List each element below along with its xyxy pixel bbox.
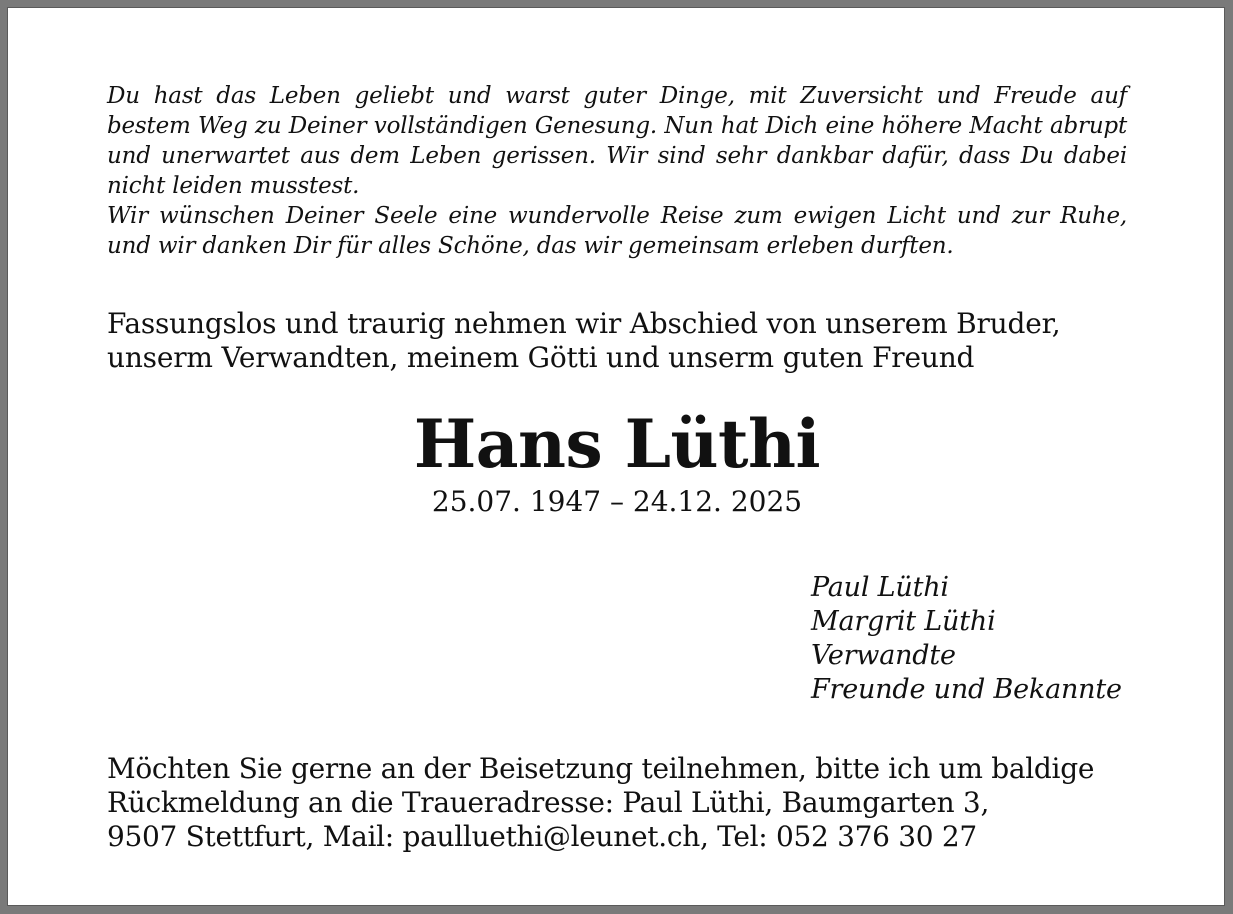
contact-line: 9507 Stettfurt, Mail: paulluethi@leunet.ch, Tel: 052 376 30 27: [107, 820, 977, 853]
mourner-entry: Paul Lüthi: [811, 572, 949, 603]
obituary-page: [7, 7, 1225, 906]
deceased-name: Hans Lüthi: [413, 405, 821, 483]
contact-line: Rückmeldung an die Traueradresse: Paul Lüthi, Baumgarten 3,: [107, 786, 990, 819]
memorial-quote: [107, 81, 1127, 261]
quote-paragraph-1: Du hast das Leben geliebt und warst guter Dinge, mit Zuversicht und Freude auf bestem Weg zu Deiner vollständigen Genesung. Nun hat Dich eine höhere Macht abrupt und unerwartet aus dem Leben gerissen. Wir sind sehr dankbar dafür, dass Du dabei nicht leiden musstest.: [107, 83, 1127, 199]
mourner-entry: Freunde und Bekannte: [811, 674, 1122, 705]
funeral-contact-info: [107, 752, 1187, 854]
quote-paragraph-2: Wir wünschen Deiner Seele eine wundervolle Reise zum ewigen Licht und zur Ruhe, und wir danken Dir für alles Schöne, das wir gemeinsam erleben durften.: [107, 203, 1127, 259]
life-dates: 25.07. 1947 – 24.12. 2025: [431, 485, 803, 518]
mourner-entry: Verwandte: [811, 640, 956, 671]
farewell-announcement: [107, 307, 1147, 375]
contact-line: Möchten Sie gerne an der Beisetzung teilnehmen, bitte ich um baldige: [107, 752, 1095, 785]
announcement-line: Fassungslos und traurig nehmen wir Abschied von unserem Bruder,: [107, 307, 1061, 340]
announcement-line: unserm Verwandten, meinem Götti und unserm guten Freund: [107, 341, 975, 374]
mourner-entry: Margrit Lüthi: [811, 606, 996, 637]
mourners-list: [811, 571, 1122, 707]
